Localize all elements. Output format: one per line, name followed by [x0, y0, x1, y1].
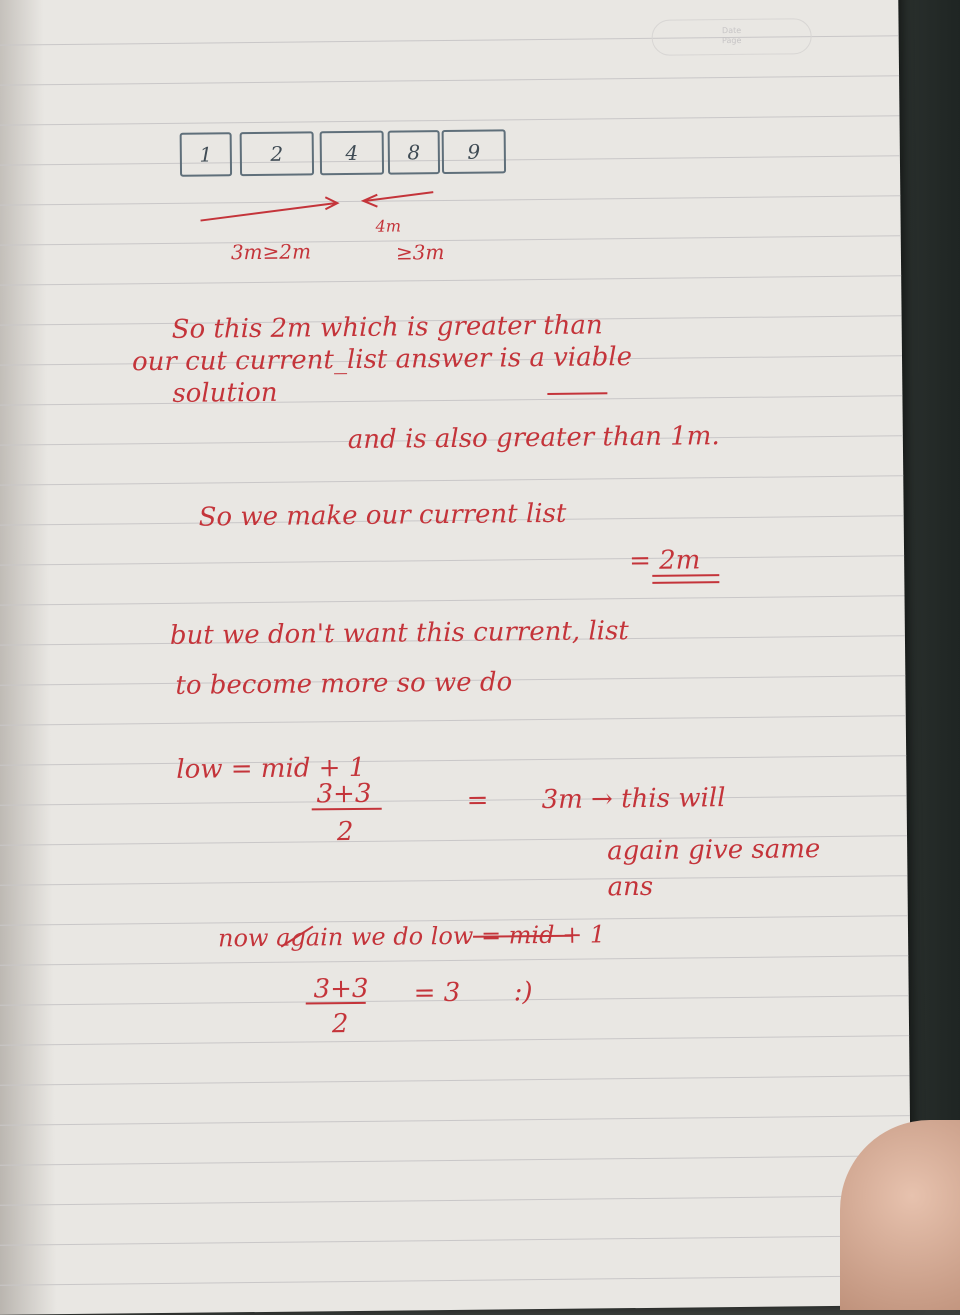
equals-sign: =: [466, 785, 489, 816]
note-line: So this 2m which is greater than: [171, 310, 603, 345]
double-underline: [652, 575, 719, 583]
left-arrow: [200, 203, 335, 220]
underline: [547, 393, 607, 394]
note-line: = 3: [413, 977, 461, 1009]
note-line: now again we do low = mid + 1: [217, 920, 606, 953]
array-cell: 8: [388, 130, 440, 175]
page-label: Page: [721, 35, 742, 46]
note-line: low = mid + 1: [176, 752, 366, 785]
date-label: Date: [721, 25, 742, 36]
note-line: = 2m: [628, 545, 701, 577]
fraction-bottom: 2: [336, 816, 354, 848]
note-line: and is also greater than 1m.: [347, 421, 720, 456]
note-line: again give same: [607, 834, 821, 867]
fraction-bottom: 2: [331, 1009, 349, 1040]
note-line: So we make our current list: [198, 498, 567, 533]
fraction-top: 3+3: [313, 973, 369, 1005]
label-right-top: 4m: [375, 216, 402, 236]
note-line: solution: [172, 377, 278, 409]
note-line: our cut current_list answer is a viable: [131, 342, 633, 378]
array-cell: 1: [180, 132, 232, 177]
note-line: to become more so we do: [175, 667, 513, 701]
label-right: ≥3m: [395, 240, 445, 265]
note-line: ans: [607, 871, 654, 903]
array-cell: 9: [442, 129, 506, 174]
array-cell: 2: [240, 131, 314, 176]
smiley: :): [513, 977, 533, 1008]
array-cell: 4: [320, 131, 384, 176]
note-line: but we don't want this current, list: [169, 616, 629, 651]
fraction-top: 3+3: [316, 778, 372, 810]
label-left: 3m≥2m: [230, 239, 312, 265]
note-line: 3m → this will: [541, 783, 726, 816]
